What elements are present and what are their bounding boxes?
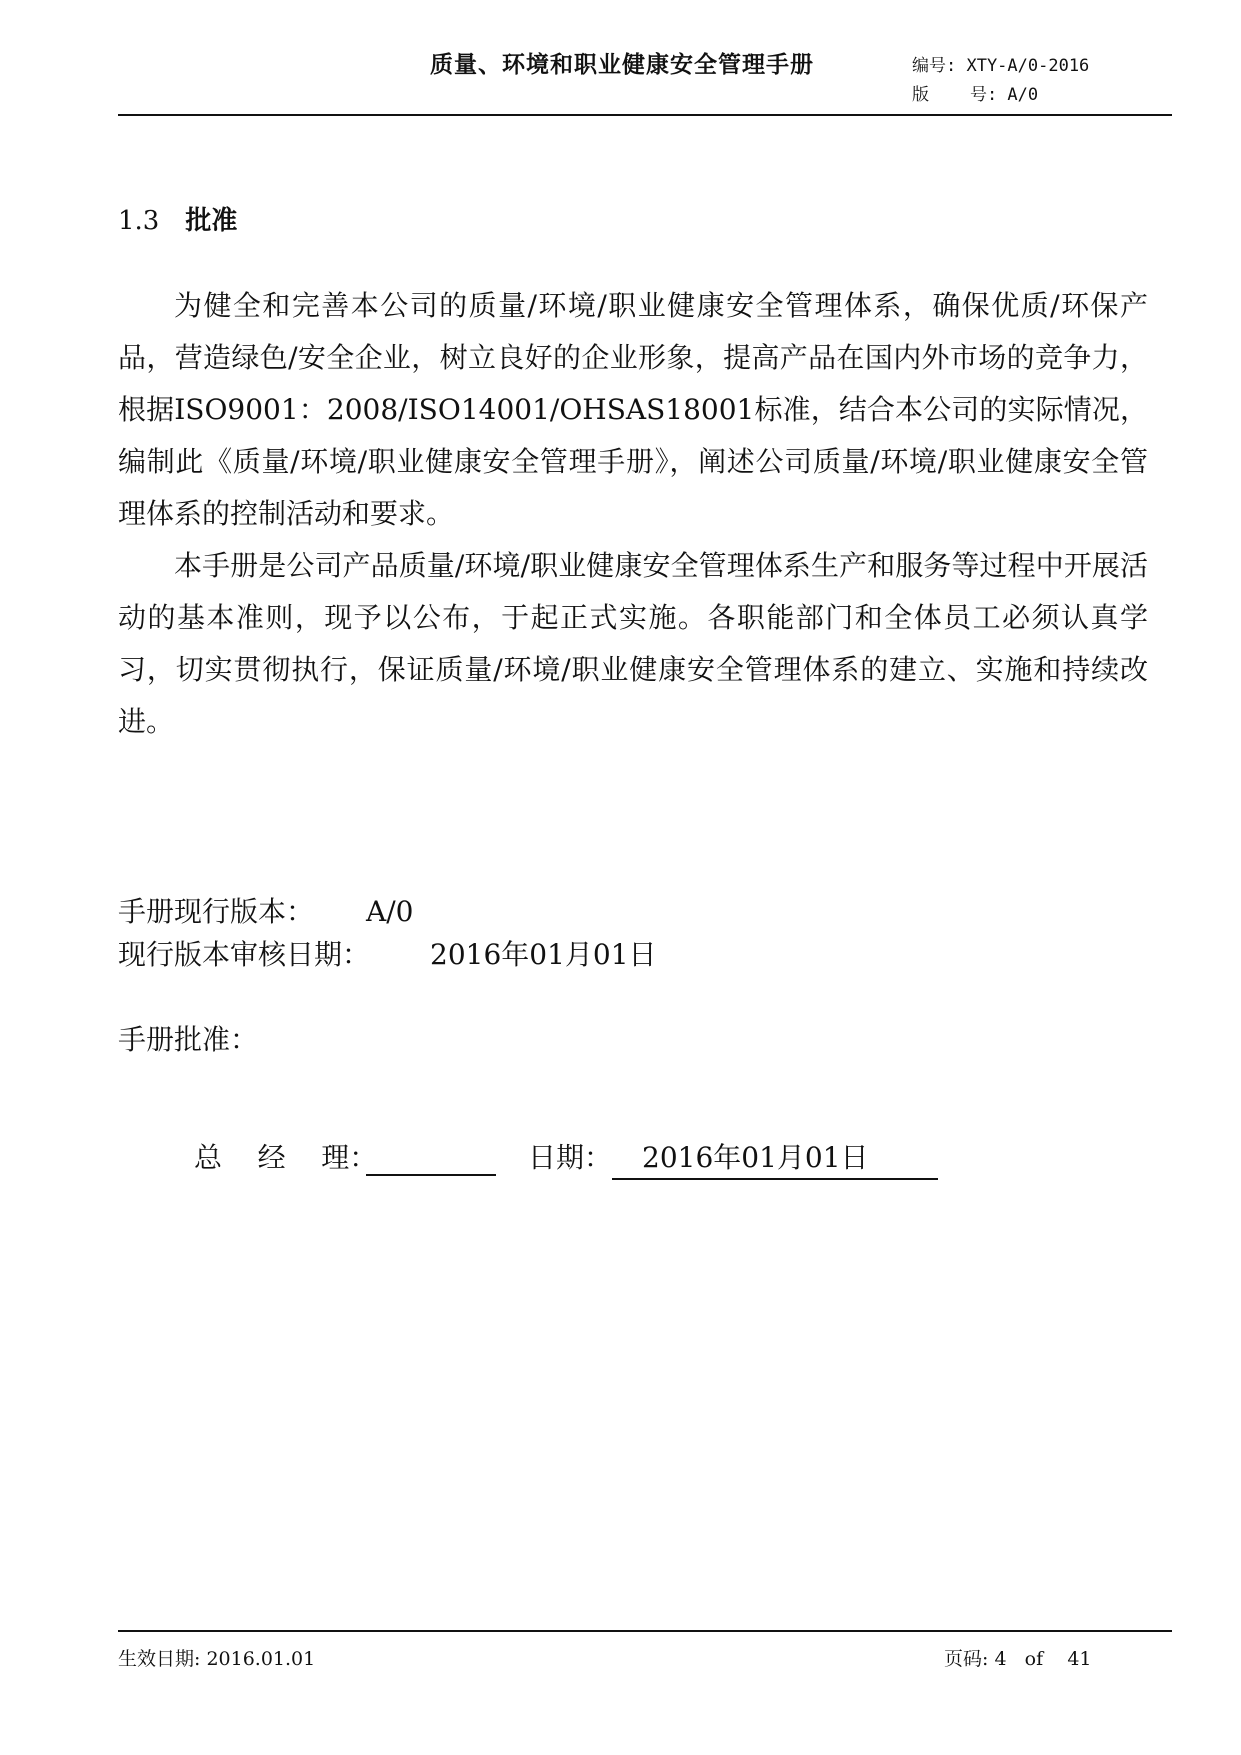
page-label: 页码:	[944, 1648, 995, 1670]
version-value: A/0	[366, 895, 414, 928]
review-date-label: 现行版本审核日期：	[118, 938, 371, 971]
paragraph: 本手册是公司产品质量/环境/职业健康安全管理体系生产和服务等过程中开展活动的基本准则，现予以公布，于起正式实施。各职能部门和全体员工必须认真学习，切实贯彻执行，保证质量/环境/职业健康安全管理体系的建立、实施和持续改进。	[118, 549, 1148, 738]
footer-rule	[118, 1630, 1172, 1632]
approval-label: 手册批准：	[118, 1023, 259, 1056]
review-date-line	[118, 935, 657, 975]
page-of: of	[1024, 1648, 1044, 1670]
version-label: 手册现行版本：	[118, 895, 315, 928]
page-number	[944, 1644, 1092, 1671]
header-meta	[912, 52, 1089, 110]
page-total: 41	[1067, 1648, 1092, 1670]
signature-date-label: 日期：	[528, 1141, 613, 1174]
signature-blank	[366, 1142, 496, 1176]
header-rule	[118, 114, 1172, 116]
page-current: 4	[994, 1648, 1007, 1670]
doc-number: 编号: XTY-A/0-2016	[912, 56, 1090, 76]
header-title: 质量、环境和职业健康安全管理手册	[430, 52, 814, 78]
review-date-value: 2016年01月01日	[430, 938, 657, 971]
section-heading	[118, 200, 237, 237]
section-number: 1.3	[118, 206, 160, 236]
body-text	[118, 280, 1148, 748]
section-title: 批准	[185, 206, 238, 236]
general-manager-label: 总 经 理：	[194, 1141, 378, 1174]
version-number: 版 号: A/0	[912, 85, 1039, 105]
paragraph: 为健全和完善本公司的质量/环境/职业健康安全管理体系，确保优质/环保产品，营造绿色/安全企业，树立良好的企业形象，提高产品在国内外市场的竞争力，根据ISO9001：2008/ISO14001/OHSAS18001标准，结合本公司的实际情况，编制此《质量/环境/职业健康安全管理手册》，阐述公司质量/环境/职业健康安全管理体系的控制活动和要求。	[118, 289, 1148, 530]
signature-date-value: 2016年01月01日	[612, 1138, 938, 1180]
version-line	[118, 892, 413, 932]
effective-date: 生效日期: 2016.01.01	[118, 1648, 316, 1670]
